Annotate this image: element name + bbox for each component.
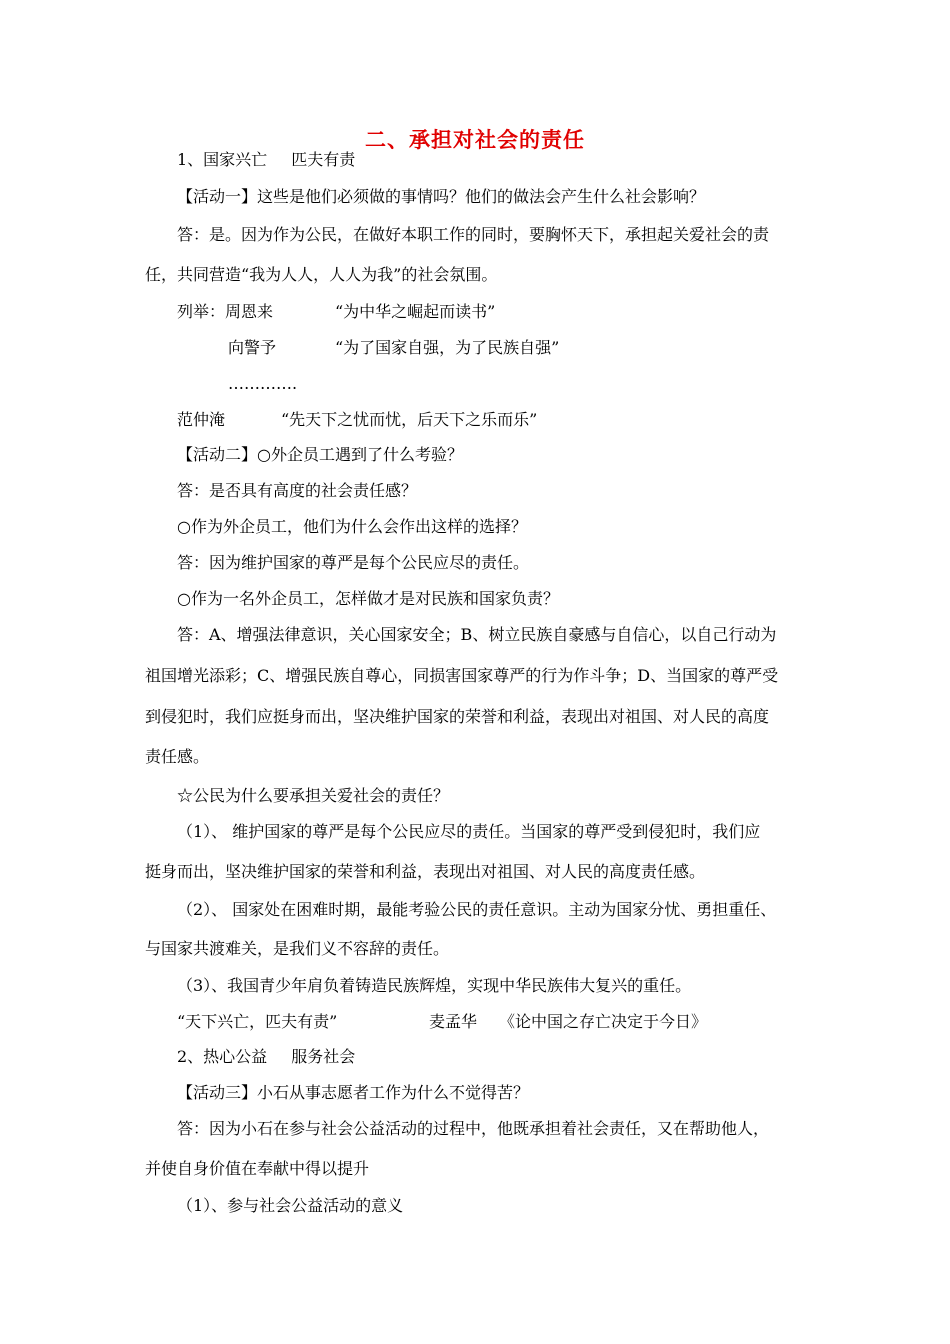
activity-3-question: 【活动三】小石从事志愿者工作为什么不觉得苦？ <box>177 1083 530 1102</box>
activity-1-answer-line-2: 任，共同营造“我为人人，人人为我”的社会氛围。 <box>145 265 498 284</box>
activity-2-question-3: ○作为一名外企员工，怎样做才是对民族和国家负责？ <box>177 589 559 608</box>
activity-2-answer-3-line-2: 祖国增光添彩；C、增强民族自尊心，同损害国家尊严的行为作斗争；D、当国家的尊严受 <box>145 666 779 685</box>
section-2-sub: 服务社会 <box>291 1047 356 1066</box>
activity-2-answer-2: 答：因为维护国家的尊严是每个公民应尽的责任。 <box>177 553 530 572</box>
activity-2-answer-1: 答：是否具有高度的社会责任感？ <box>177 481 418 500</box>
activity-2-answer-3-line-1: 答：A、增强法律意识，关心国家安全；B、树立民族自豪感与自信心，以自己行动为 <box>177 625 777 644</box>
example-1 <box>177 302 496 322</box>
example-2-name: 向警予 <box>228 338 277 357</box>
activity-3-answer-line-2: 并使自身价值在奉献中得以提升 <box>145 1159 370 1178</box>
example-1-quote: “为中华之崛起而读书” <box>335 302 496 321</box>
section-2-heading <box>177 1047 355 1067</box>
point-1: （1）、参与社会公益活动的意义 <box>177 1196 404 1215</box>
section-1-label: 1、国家兴亡 <box>177 150 268 169</box>
section-1-heading <box>177 150 355 170</box>
section-1-sub: 匹夫有责 <box>291 150 356 169</box>
example-3 <box>177 410 538 430</box>
example-2-quote: “为了国家自强，为了民族自强” <box>335 338 560 357</box>
reason-2-line-1: （2）、 国家处在困难时期，最能考验公民的责任意识。主动为国家分忧、勇担重任、 <box>177 900 777 919</box>
activity-2-answer-3-line-3: 到侵犯时，我们应挺身而出，坚决维护国家的荣誉和利益，表现出对祖国、对人民的高度 <box>145 707 770 726</box>
reason-1-line-2: 挺身而出，坚决维护国家的荣誉和利益，表现出对祖国、对人民的高度责任感。 <box>145 862 706 881</box>
section-2-label: 2、热心公益 <box>177 1047 268 1066</box>
example-1-label: 列举：周恩来 <box>177 302 274 321</box>
activity-1-answer-line-1: 答：是。因为作为公民，在做好本职工作的同时，要胸怀天下，承担起关爱社会的责 <box>177 225 770 244</box>
quote-author: 麦孟华 <box>429 1012 478 1031</box>
reason-1-line-1: （1）、 维护国家的尊严是每个公民应尽的责任。当国家的尊严受到侵犯时，我们应 <box>177 822 761 841</box>
page-title: 二、承担对社会的责任 <box>365 127 585 152</box>
activity-2-question-1: 【活动二】○外企员工遇到了什么考验？ <box>177 445 463 464</box>
why-question: ☆公民为什么要承担关爱社会的责任？ <box>177 786 450 805</box>
reason-2-line-2: 与国家共渡难关，是我们义不容辞的责任。 <box>145 939 450 958</box>
quote-work: 《论中国之存亡决定于今日》 <box>499 1012 708 1031</box>
example-3-quote: “先天下之忧而忧，后天下之乐而乐” <box>281 410 538 429</box>
example-3-name: 范仲淹 <box>177 410 226 429</box>
quote-text: “天下兴亡，匹夫有责” <box>177 1012 338 1031</box>
reason-3: （3）、我国青少年肩负着铸造民族辉煌，实现中华民族伟大复兴的重任。 <box>177 976 692 995</box>
activity-2-question-2: ○作为外企员工，他们为什么会作出这样的选择？ <box>177 517 527 536</box>
example-2 <box>228 338 560 358</box>
activity-2-answer-3-line-4: 责任感。 <box>145 747 210 766</box>
activity-3-answer-line-1: 答：因为小石在参与社会公益活动的过程中，他既承担着社会责任，又在帮助他人， <box>177 1119 770 1138</box>
activity-1-question: 【活动一】这些是他们必须做的事情吗？他们的做法会产生什么社会影响？ <box>177 187 706 206</box>
example-ellipsis: …………. <box>228 374 298 393</box>
quote-line <box>177 1012 708 1032</box>
